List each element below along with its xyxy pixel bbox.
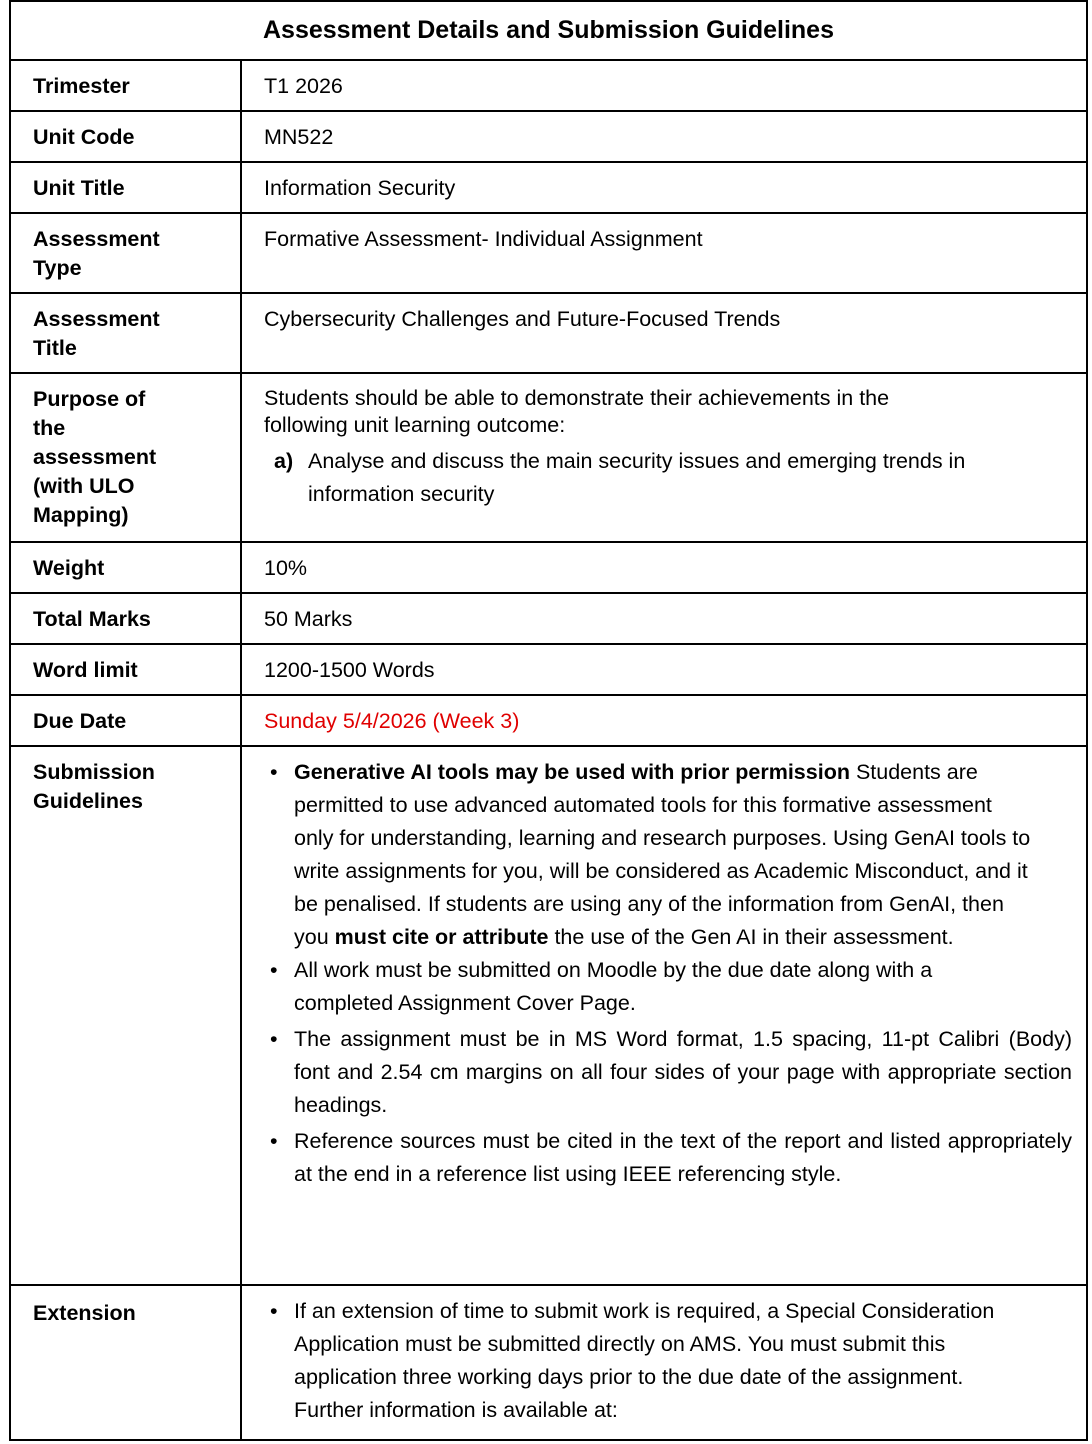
genai-cite-emphasis: must cite or attribute [334, 925, 549, 949]
list-item [264, 954, 1072, 1020]
value-assessment-title: Cybersecurity Challenges and Future-Focused Trends [264, 307, 781, 331]
list-item [264, 1125, 1072, 1191]
value-assessment-type: Formative Assessment- Individual Assignment [264, 227, 703, 251]
row-trimester [9, 61, 1088, 112]
value-unit-title: Information Security [264, 176, 456, 200]
table-title: Assessment Details and Submission Guidelines [9, 0, 1088, 61]
row-weight [9, 543, 1088, 594]
label-assessment-title: Assessment Title [11, 294, 242, 372]
bullet-glyph: • [270, 958, 278, 982]
value-unit-code: MN522 [264, 125, 334, 149]
row-unit-code [9, 112, 1088, 163]
label-extension: Extension [11, 1286, 242, 1439]
purpose-intro: Students should be able to demonstrate their achievements in the following unit learning outcome: [264, 386, 890, 437]
bullet-glyph: • [270, 760, 278, 784]
format-text: The assignment must be in MS Word format, 1.5 spacing, 11-pt Calibri (Body) font and 2.54 cm margins on all four sides of your page with appropriate section headings. [294, 1027, 1072, 1117]
assessment-details-table [9, 0, 1088, 1444]
label-purpose: Purpose of the assessment (with ULO Mapping) [11, 374, 242, 541]
bullet-glyph: • [270, 1299, 278, 1323]
value-extension [242, 1286, 1086, 1439]
label-weight: Weight [11, 543, 242, 592]
row-due-date [9, 696, 1088, 747]
genai-text-a: Students are permitted to use advanced automated tools for this formative assessment only for understanding, learning and research purposes. Using GenAI tools to write assignments for you, will be considered as Academic Misconduct, and it be penalised. If students are using any of the information from GenAI, then you [294, 760, 1031, 949]
row-submission-guidelines [9, 747, 1088, 1286]
label-unit-code: Unit Code [11, 112, 242, 161]
extension-text: If an extension of time to submit work is required, a Special Consideration Application must be submitted directly on AMS. You must submit this application three working days prior to the due date of the assignment. Further information is available at: [294, 1299, 995, 1422]
genai-heading: Generative AI tools may be used with prior permission [294, 760, 850, 784]
row-assessment-type [9, 214, 1088, 294]
value-word-limit: 1200-1500 Words [264, 658, 435, 682]
outcome-text: Analyse and discuss the main security issues and emerging trends in information security [308, 449, 966, 506]
row-total-marks [9, 594, 1088, 645]
value-due-date: Sunday 5/4/2026 (Week 3) [264, 709, 520, 733]
value-purpose [242, 374, 1086, 541]
list-item [264, 1295, 1072, 1427]
label-word-limit: Word limit [11, 645, 242, 694]
outcome-marker: a) [274, 449, 294, 473]
list-item [264, 756, 1072, 954]
bullet-glyph: • [270, 1027, 278, 1051]
list-item [264, 1023, 1072, 1122]
value-submission-guidelines [242, 747, 1086, 1284]
row-extension [9, 1286, 1088, 1441]
value-weight: 10% [264, 556, 308, 580]
genai-text-b: the use of the Gen AI in their assessment. [548, 925, 954, 949]
row-unit-title [9, 163, 1088, 214]
row-assessment-title [9, 294, 1088, 374]
label-trimester: Trimester [11, 61, 242, 110]
label-assessment-type: Assessment Type [11, 214, 242, 292]
value-total-marks: 50 Marks [264, 607, 353, 631]
label-submission-guidelines: Submission Guidelines [11, 747, 242, 1284]
label-unit-title: Unit Title [11, 163, 242, 212]
purpose-outcome [264, 445, 1072, 511]
value-trimester: T1 2026 [264, 74, 343, 98]
moodle-submission-text: All work must be submitted on Moodle by the due date along with a completed Assignment Cover Page. [294, 958, 933, 1015]
label-total-marks: Total Marks [11, 594, 242, 643]
row-word-limit [9, 645, 1088, 696]
label-due-date: Due Date [11, 696, 242, 745]
references-text: Reference sources must be cited in the text of the report and listed appropriately at the end in a reference list using IEEE referencing style. [294, 1129, 1072, 1186]
bullet-glyph: • [270, 1129, 278, 1153]
row-purpose [9, 374, 1088, 543]
